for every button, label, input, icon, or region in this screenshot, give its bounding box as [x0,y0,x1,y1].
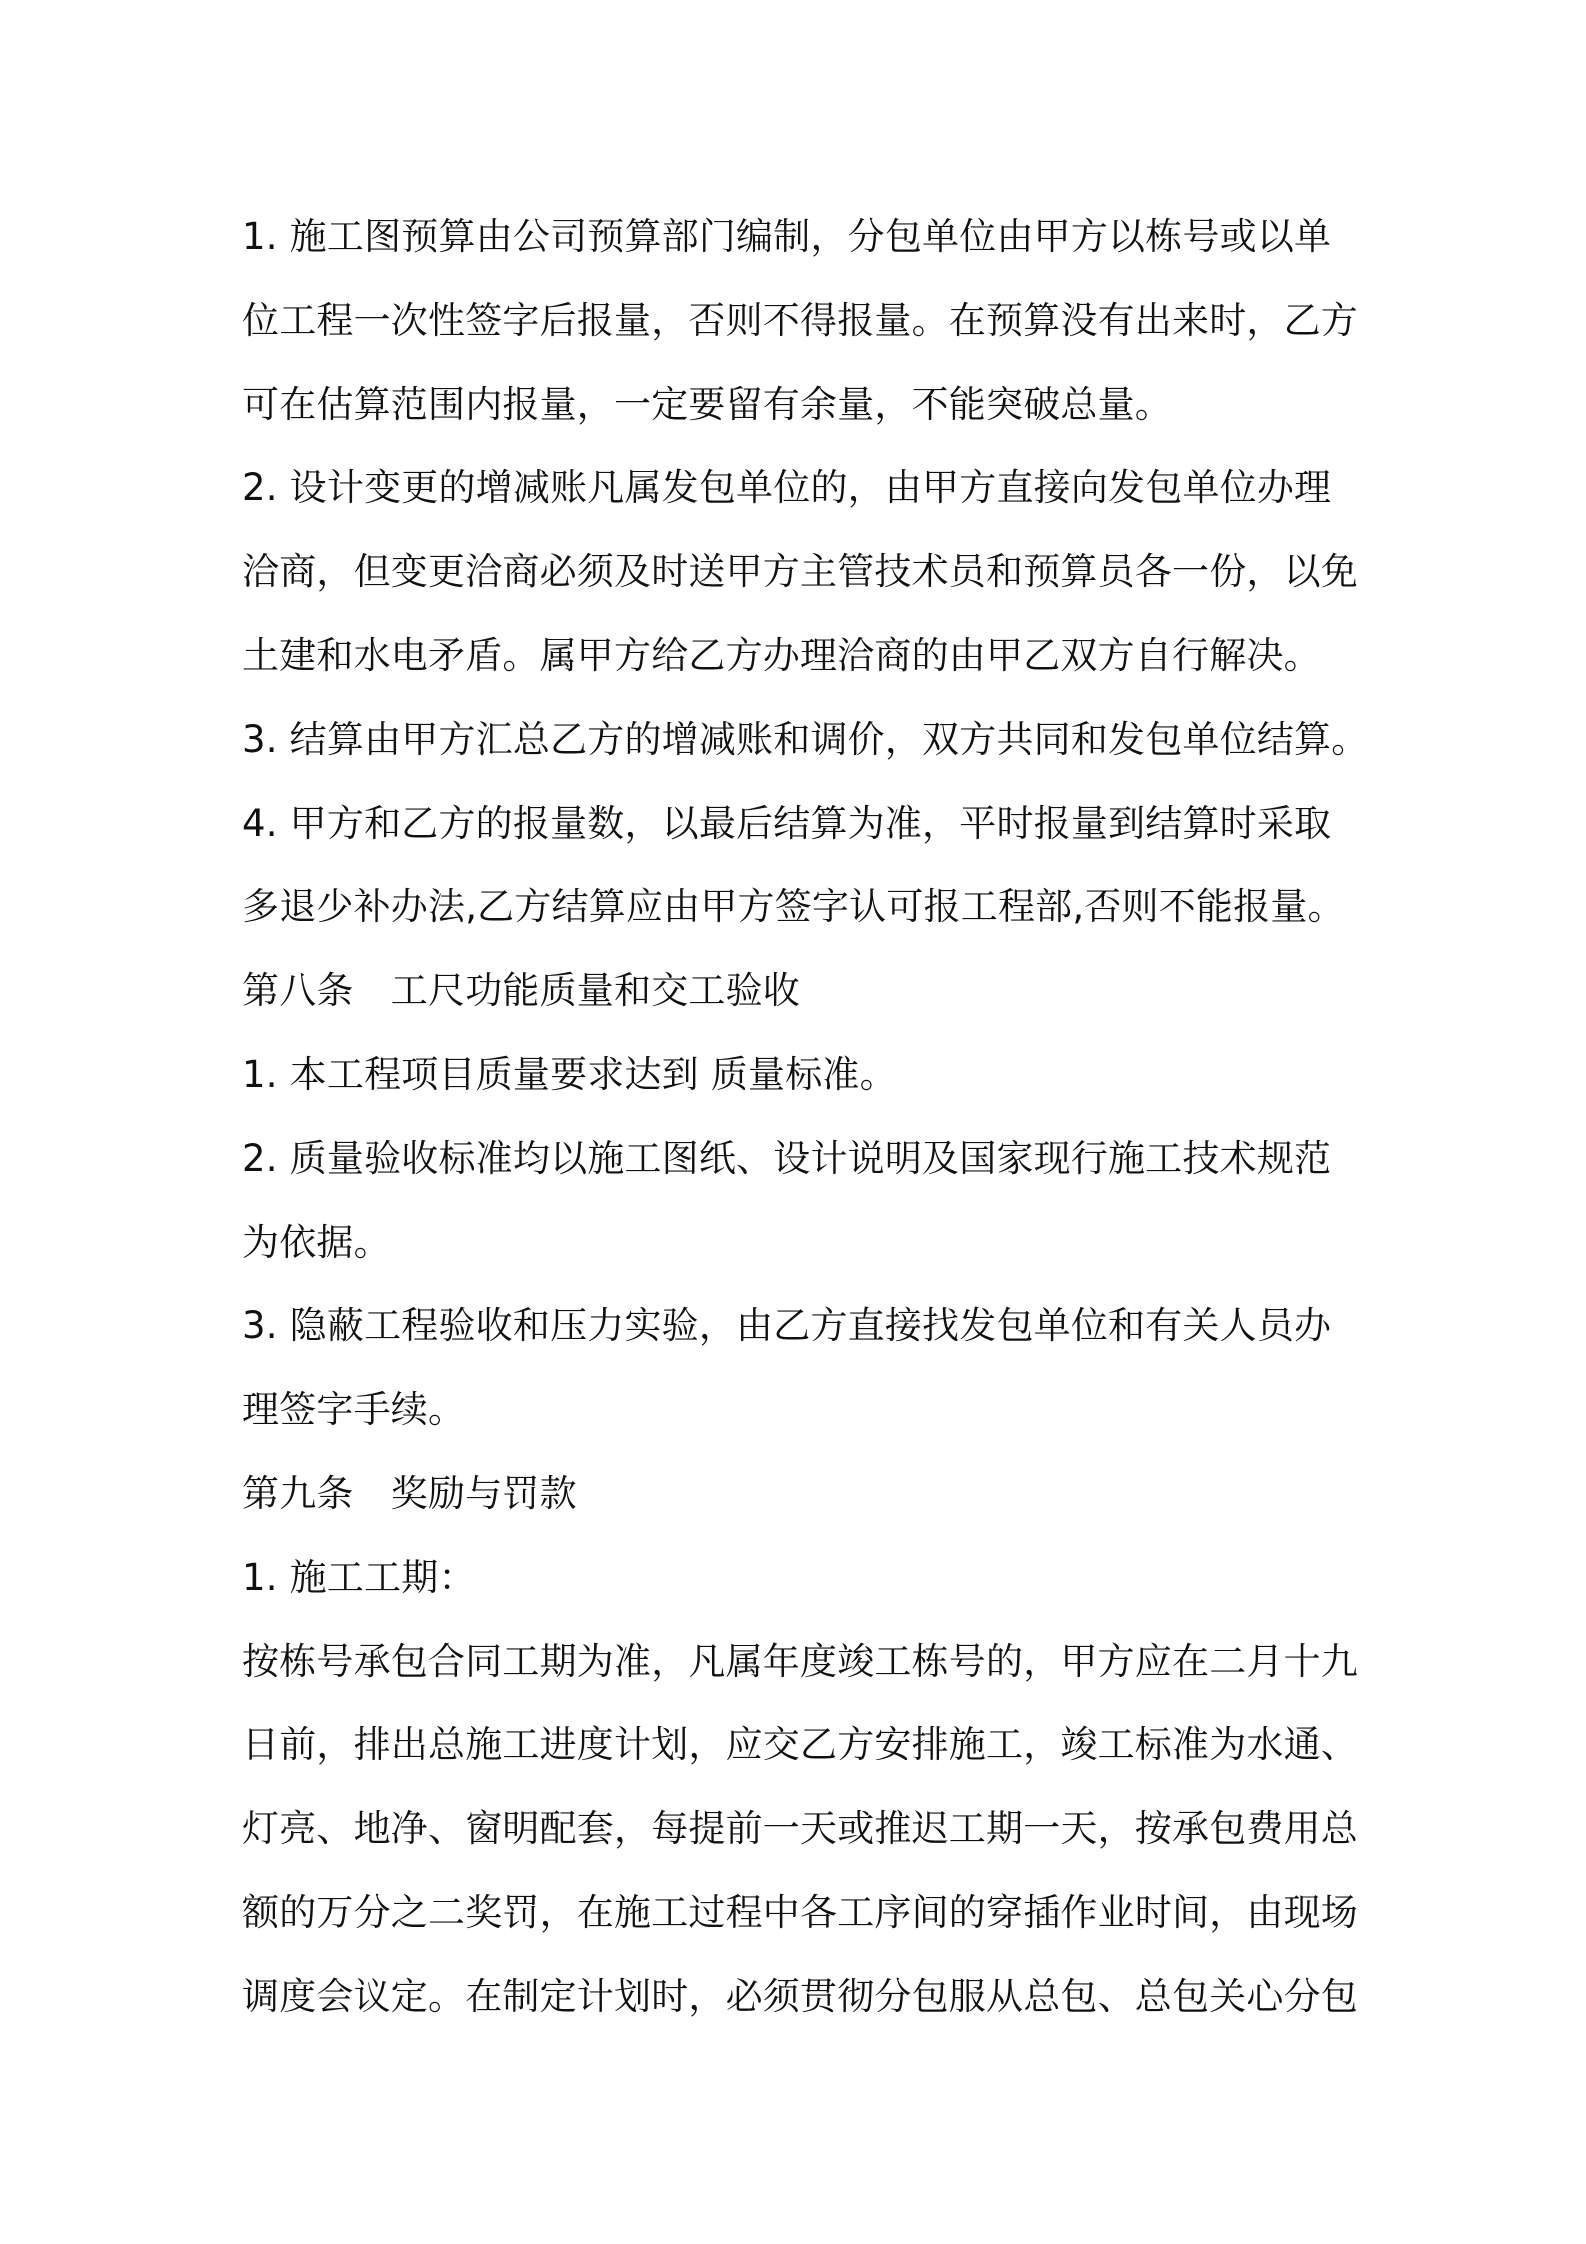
text-line: 可在估算范围内报量，一定要留有余量，不能突破总量。 [242,382,1172,426]
section-heading: 第九条 奖励与罚款 [242,1471,577,1515]
text-line: 2. 质量验收标准均以施工图纸、设计说明及国家现行施工技术规范 [242,1136,1332,1180]
text-line: 多退少补办法,乙方结算应由甲方签字认可报工程部,否则不能报量。 [242,885,1345,929]
text-line: 灯亮、地净、窗明配套，每提前一天或推迟工期一天，按承包费用总 [242,1807,1358,1851]
text-line: 位工程一次性签字后报量，否则不得报量。在预算没有出来时，乙方 [242,298,1358,342]
text-line: 日前，排出总施工进度计划，应交乙方安排施工，竣工标准为水通、 [242,1723,1358,1767]
text-line: 1. 施工图预算由公司预算部门编制，分包单位由甲方以栋号或以单 [242,215,1332,258]
text-line: 1. 本工程项目质量要求达到 质量标准。 [242,1052,897,1096]
text-line: 1. 施工工期： [242,1555,476,1599]
section-heading: 第八条 工尺功能质量和交工验收 [242,969,800,1013]
text-line: 额的万分之二奖罚，在施工过程中各工序间的穿插作业时间，由现场 [242,1890,1358,1934]
text-line: 4. 甲方和乙方的报量数，以最后结算为准，平时报量到结算时采取 [242,801,1332,845]
text-line: 为依据。 [242,1220,391,1264]
text-line: 洽商，但变更洽商必须及时送甲方主管技术员和预算员各一份，以免 [242,550,1358,594]
document-body [242,195,1372,2039]
text-line: 3. 结算由甲方汇总乙方的增减账和调价，双方共同和发包单位结算。 [242,717,1369,761]
text-line: 按栋号承包合同工期为准，凡属年度竣工栋号的，甲方应在二月十九 [242,1639,1358,1683]
text-line: 2. 设计变更的增减账凡属发包单位的，由甲方直接向发包单位办理 [242,466,1332,510]
text-line: 3. 隐蔽工程验收和压力实验，由乙方直接找发包单位和有关人员办 [242,1304,1332,1348]
text-line: 调度会议定。在制定计划时，必须贯彻分包服从总包、总包关心分包 [242,1974,1358,2018]
text-line: 土建和水电矛盾。属甲方给乙方办理洽商的由甲乙双方自行解决。 [242,633,1321,677]
text-line: 理签字手续。 [242,1388,466,1432]
